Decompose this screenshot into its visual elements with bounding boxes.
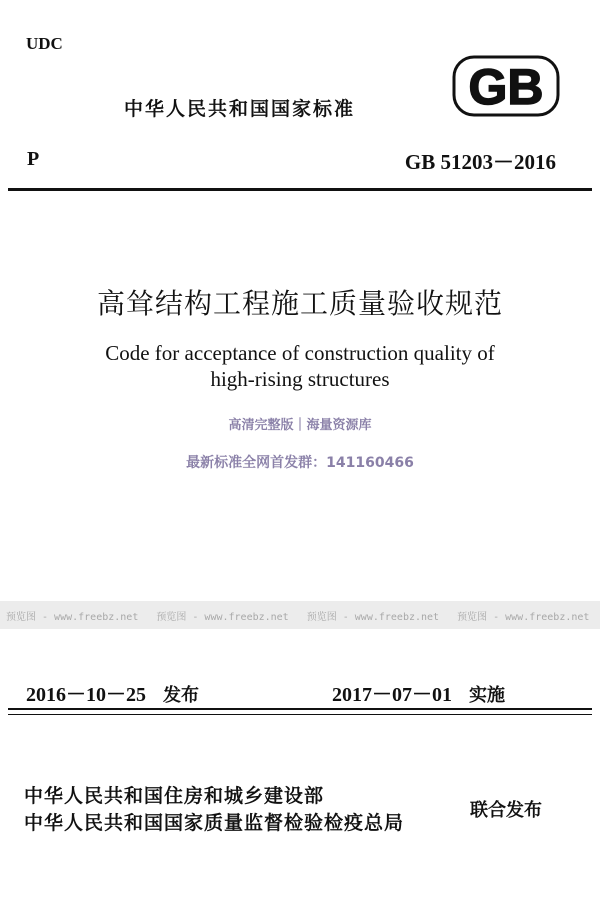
gb-logo bbox=[452, 55, 560, 117]
standard-type-heading: 中华人民共和国国家标准 bbox=[124, 98, 356, 120]
udc-label: UDC bbox=[26, 34, 63, 53]
bottom-divider bbox=[8, 708, 592, 710]
implement-date: 2017－07－01 bbox=[332, 684, 452, 706]
watermark-text: 预览图 - www.freebz.net bbox=[156, 611, 289, 623]
issue-date-block bbox=[26, 678, 199, 707]
title-english-line-1: Code for acceptance of construction quality of bbox=[105, 341, 495, 365]
watermark-text: 预览图 - www.freebz.net bbox=[6, 611, 139, 623]
promo-line-1: 高清完整版｜海量资源库 bbox=[228, 418, 372, 433]
standard-number: GB 51203－2016 bbox=[404, 150, 556, 174]
implement-label: 实施 bbox=[469, 685, 505, 706]
watermark-band bbox=[0, 601, 600, 629]
implement-date-block bbox=[332, 678, 505, 707]
title-english-line-2: high-rising structures bbox=[210, 367, 390, 391]
top-divider bbox=[8, 188, 592, 191]
watermark-text: 预览图 - www.freebz.net bbox=[306, 611, 440, 623]
title-chinese: 高耸结构工程施工质量验收规范 bbox=[96, 287, 503, 320]
promo-line-2: 最新标准全网首发群：141160466 bbox=[186, 455, 414, 471]
publisher-line-2: 中华人民共和国国家质量监督检验检疫总局 bbox=[24, 812, 405, 834]
joint-publish-label: 联合发布 bbox=[470, 800, 542, 821]
classification-code: P bbox=[27, 148, 40, 170]
issue-date: 2016－10－25 bbox=[26, 684, 146, 706]
svg-text:GB: GB bbox=[468, 59, 544, 115]
watermark-text: 预览图 - www.freebz.net bbox=[457, 611, 590, 623]
bottom-divider-thin bbox=[8, 714, 592, 715]
publisher-line-1: 中华人民共和国住房和城乡建设部 bbox=[24, 785, 325, 807]
issue-label: 发布 bbox=[163, 685, 199, 706]
title-english bbox=[0, 340, 600, 392]
